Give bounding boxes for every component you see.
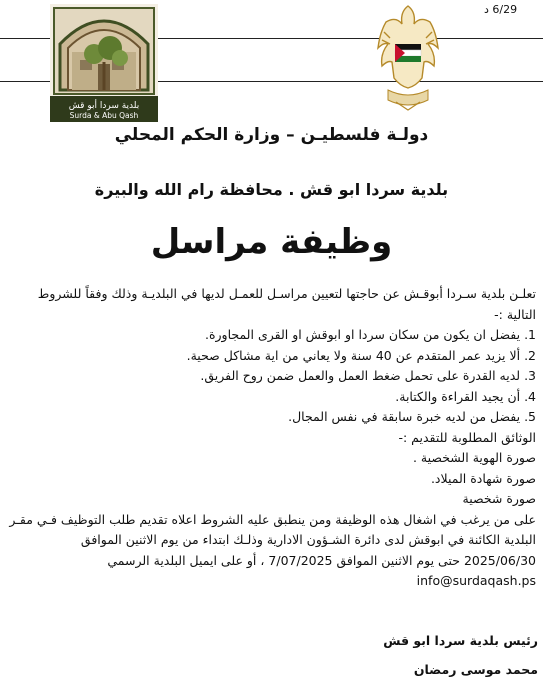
municipality-title: بلدية سردا ابو قش . محافظة رام الله والبيرة xyxy=(94,180,449,199)
signature-title: رئيس بلدية سردا ابو قش xyxy=(383,633,538,648)
condition-item: 5. يفضل من لديه خبرة سابقة في نفس المجال. xyxy=(288,409,536,424)
document-item: صورة شهادة الميلاد. xyxy=(430,470,536,486)
document-item: صورة شخصية xyxy=(462,491,536,506)
municipality-logo xyxy=(50,4,158,122)
palestine-eagle-emblem xyxy=(370,2,446,114)
condition-item: 4. أن يجيد القراءة والكتابة. xyxy=(395,388,536,404)
signature-name: محمد موسى رمضان xyxy=(413,662,538,677)
logo-english-name: Surda & Abu Qash xyxy=(69,111,139,120)
document-item: صورة الهوية الشخصية . xyxy=(412,450,536,465)
announcement-body xyxy=(8,284,536,592)
logo-arabic-name: بلدية سردا أبو قش xyxy=(68,101,140,111)
condition-item: 2. ألا يزيد عمر المتقدم عن 40 سنة ولا يعاني من اية مشاكل صحية. xyxy=(186,347,536,363)
condition-item: 3. لديه القدرة على تحمل ضغط العمل والعمل ضمن روح الفريق. xyxy=(200,368,536,383)
email-link[interactable]: info@surdaqash.ps xyxy=(416,573,536,588)
page-reference: 6/29 د xyxy=(484,3,518,16)
job-title: وظيفة مراسل xyxy=(150,222,393,262)
condition-item: 1. يفضل ان يكون من سكان سردا او ابوقش او القرى المجاورة. xyxy=(204,327,536,342)
closing-paragraph: على من يرغب في اشغال هذه الوظيفة ومن ينطبق عليه الشروط اعلاه تقديم طلب التوظيف فـي مقـر البلدية الكائنة في ابوقش لدى دائرة الشـؤون الادارية وذلـك ابتداء من يوم الاثنين الموافق 2025/06/30 حتى يوم الاثنين الموافق 7/07/2025 ، أو على ايميل البلدية الرسمي xyxy=(9,511,536,568)
ministry-title: دولـة فلسطيـن – وزارة الحكم المحلي xyxy=(114,125,429,145)
intro-paragraph: تعلـن بلدية سـردا أبوقـش عن حاجتها لتعيين مراسـل للعمـل لديها في البلديـة وذلك وفقاً للشروط التالية :- xyxy=(37,286,536,322)
documents-heading: الوثائق المطلوبة للتقديم :- xyxy=(398,429,536,445)
